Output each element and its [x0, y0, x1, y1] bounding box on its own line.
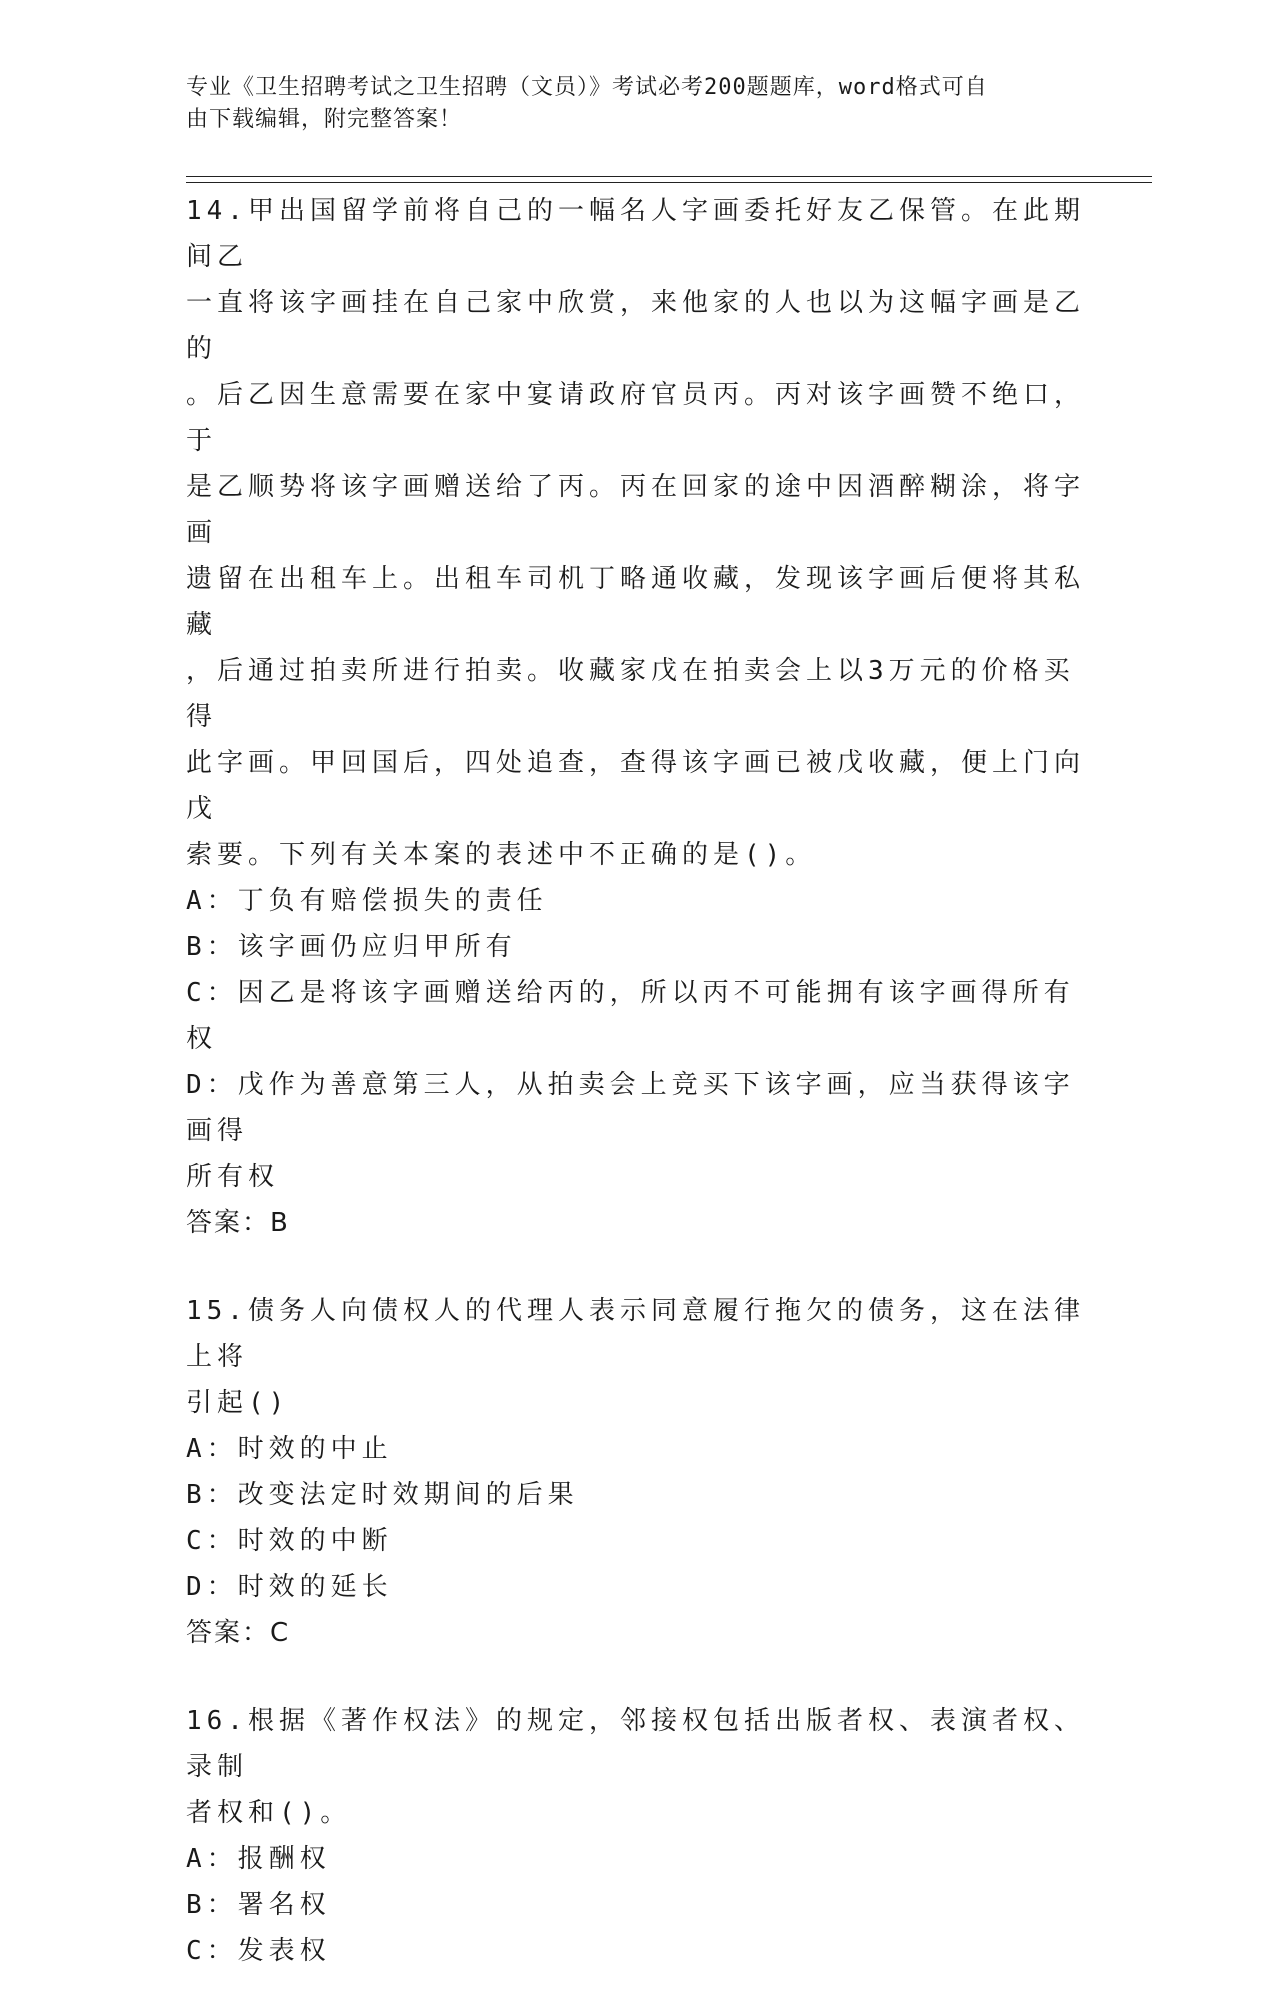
option-a: A：时效的中止 — [186, 1434, 393, 1464]
option-b: B：该字画仍应归甲所有 — [186, 932, 517, 962]
option-a: A：报酬权 — [186, 1844, 331, 1874]
option-b: B：署名权 — [186, 1890, 331, 1920]
question-line: 此字画。甲回国后，四处追查，查得该字画已被戊收藏，便上门向戊 — [186, 748, 1086, 824]
header-title-line-2: 由下载编辑，附完整答案！ — [186, 107, 463, 132]
question-line: 一直将该字画挂在自己家中欣赏，来他家的人也以为这幅字画是乙的 — [186, 288, 1086, 364]
question-14 — [186, 188, 1086, 1246]
option-c: C：因乙是将该字画赠送给丙的，所以丙不可能拥有该字画得所有权 — [186, 978, 1075, 1054]
question-line: 是乙顺势将该字画赠送给了丙。丙在回家的途中因酒醉糊涂，将字画 — [186, 472, 1086, 548]
option-d: D：时效的延长 — [186, 1572, 393, 1602]
question-line: 引起() — [186, 1388, 290, 1418]
question-16 — [186, 1698, 1086, 1974]
option-c: C：发表权 — [186, 1936, 331, 1966]
question-line: 16.根据《著作权法》的规定，邻接权包括出版者权、表演者权、录制 — [186, 1706, 1085, 1782]
option-d: D：戊作为善意第三人，从拍卖会上竞买下该字画，应当获得该字画得 — [186, 1070, 1075, 1146]
question-line: 14.甲出国留学前将自己的一幅名人字画委托好友乙保管。在此期间乙 — [186, 196, 1085, 272]
question-15 — [186, 1288, 1086, 1656]
header-divider-top — [186, 176, 1152, 177]
option-c: C：时效的中断 — [186, 1526, 393, 1556]
question-line: ，后通过拍卖所进行拍卖。收藏家戊在拍卖会上以3万元的价格买得 — [186, 656, 1075, 732]
question-line: 索要。下列有关本案的表述中不正确的是()。 — [186, 840, 817, 870]
answer-label: 答案：C — [186, 1618, 291, 1648]
question-line: 遗留在出租车上。出租车司机丁略通收藏，发现该字画后便将其私藏 — [186, 564, 1086, 640]
header-divider-bottom — [186, 182, 1152, 183]
document-header — [186, 72, 1066, 136]
option-a: A：丁负有赔偿损失的责任 — [186, 886, 548, 916]
question-line: 者权和()。 — [186, 1798, 352, 1828]
option-d-continued: 所有权 — [186, 1162, 280, 1192]
header-title-line-1: 专业《卫生招聘考试之卫生招聘（文员）》考试必考200题题库，word格式可自 — [186, 75, 988, 100]
option-b: B：改变法定时效期间的后果 — [186, 1480, 579, 1510]
answer-label: 答案：B — [186, 1208, 290, 1238]
question-line: 。后乙因生意需要在家中宴请政府官员丙。丙对该字画赞不绝口，于 — [186, 380, 1086, 456]
question-list — [186, 188, 1086, 2016]
question-line: 15.债务人向债权人的代理人表示同意履行拖欠的债务，这在法律上将 — [186, 1296, 1085, 1372]
